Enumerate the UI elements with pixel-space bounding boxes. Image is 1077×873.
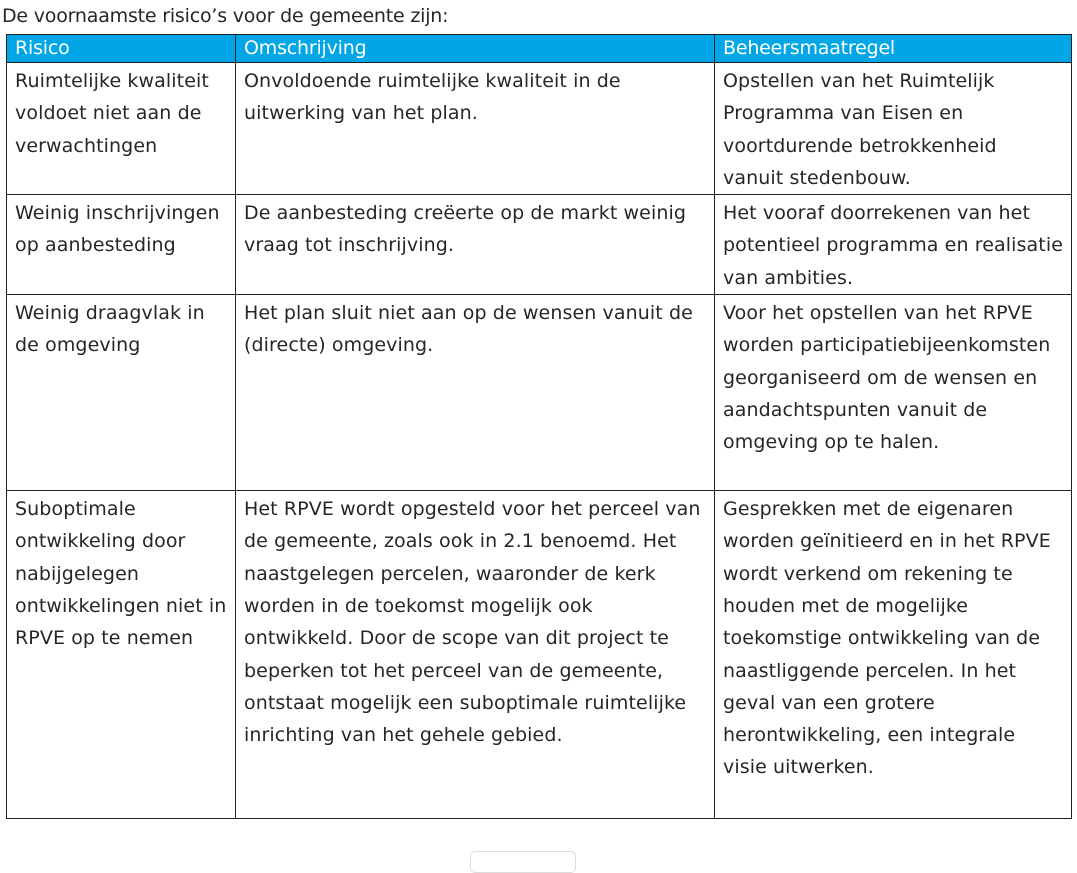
header-beheersmaatregel: Beheersmaatregel: [715, 35, 1072, 63]
description-cell: De aanbesteding creëerte op de markt weinig vraag tot inschrijving.: [236, 195, 715, 295]
description-cell: Het plan sluit niet aan op de wensen vanuit de (directe) omgeving.: [236, 295, 715, 491]
risk-cell: Suboptimale ontwikkeling door nabijgelegen ontwikkelingen niet in RPVE op te nemen: [7, 491, 236, 819]
risk-cell: Weinig draagvlak in de omgeving: [7, 295, 236, 491]
table-row: [7, 295, 1072, 491]
risk-cell: Ruimtelijke kwaliteit voldoet niet aan de verwachtingen: [7, 63, 236, 195]
table-header-row: [7, 35, 1072, 63]
measure-cell: Gesprekken met de eigenaren worden geïnitieerd en in het RPVE wordt verkend om rekening te houden met de mogelijke toekomstige ontwikkeling van de naastliggende percelen. In het geval van een grotere herontwikkeling, een integrale visie uitwerken.: [715, 491, 1072, 819]
page-footer-box: [470, 851, 576, 873]
description-cell: Het RPVE wordt opgesteld voor het perceel van de gemeente, zoals ook in 2.1 benoemd. Het naastgelegen percelen, waaronder de kerk worden in de toekomst mogelijk ook ontwikkeld. Door de scope van dit project te beperken tot het perceel van de gemeente, ontstaat mogelijk een suboptimale ruimtelijke inrichting van het gehele gebied.: [236, 491, 715, 819]
table-row: [7, 63, 1072, 195]
measure-cell: Het vooraf doorrekenen van het potentieel programma en realisatie van ambities.: [715, 195, 1072, 295]
header-omschrijving: Omschrijving: [236, 35, 715, 63]
header-risico: Risico: [7, 35, 236, 63]
table-row: [7, 491, 1072, 819]
risk-table: [6, 34, 1072, 819]
table-row: [7, 195, 1072, 295]
risk-cell: Weinig inschrijvingen op aanbesteding: [7, 195, 236, 295]
measure-cell: Opstellen van het Ruimtelijk Programma van Eisen en voortdurende betrokkenheid vanuit stedenbouw.: [715, 63, 1072, 195]
description-cell: Onvoldoende ruimtelijke kwaliteit in de uitwerking van het plan.: [236, 63, 715, 195]
intro-text: De voornaamste risico’s voor de gemeente zijn:: [2, 5, 449, 27]
measure-cell: Voor het opstellen van het RPVE worden participatiebijeenkomsten georganiseerd om de wensen en aandachtspunten vanuit de omgeving op te halen.: [715, 295, 1072, 491]
